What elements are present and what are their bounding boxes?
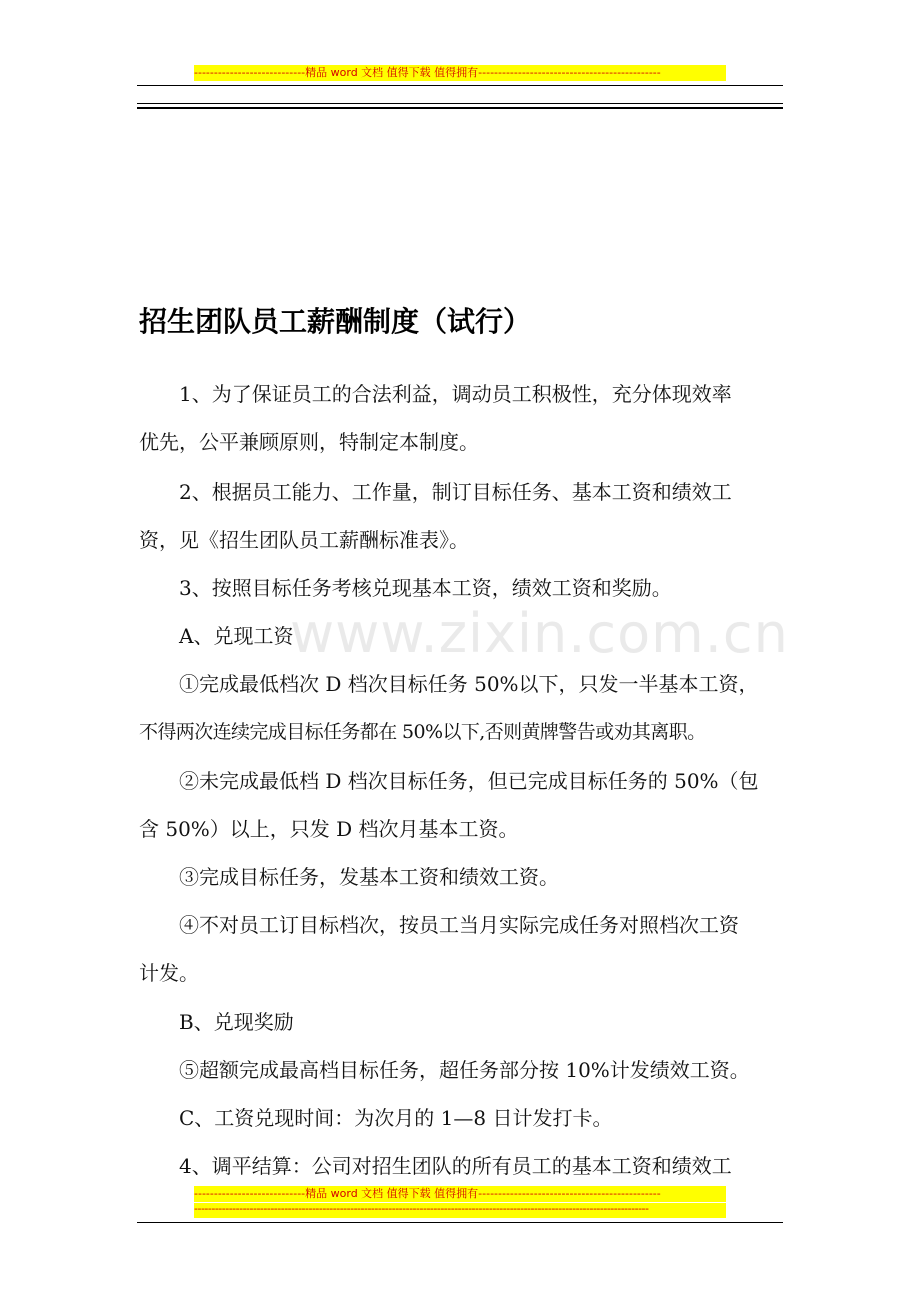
paragraph-2 bbox=[139, 468, 785, 516]
item-4 bbox=[139, 901, 785, 949]
item-1-line-1: ①完成最低档次 D 档次目标任务 50%以下，只发一半基本工资， bbox=[179, 672, 759, 696]
paragraph-1-continued bbox=[139, 418, 785, 466]
header-rule-double-upper bbox=[137, 103, 783, 104]
item-2 bbox=[139, 757, 785, 805]
watermark: www.zixin.com.cn bbox=[290, 602, 789, 665]
footer-banner-dashes: ----------------------------------------------------------------------------------------------------------------------------------- bbox=[194, 1203, 726, 1218]
paragraph-4-line-1: 4、调平结算：公司对招生团队的所有员工的基本工资和绩效工 bbox=[179, 1154, 732, 1178]
paragraph-2-line-2: 资，见《招生团队员工薪酬标准表》。 bbox=[139, 528, 469, 552]
header-rule-thin bbox=[137, 85, 783, 86]
section-b-heading bbox=[139, 998, 785, 1046]
item-2-line-1: ②未完成最低档 D 档次目标任务，但已完成目标任务的 50%（包 bbox=[179, 769, 759, 793]
paragraph-2-line-1: 2、根据员工能力、工作量，制订目标任务、基本工资和绩效工 bbox=[179, 480, 732, 504]
item-1-continued bbox=[139, 708, 785, 756]
paragraph-3 bbox=[139, 564, 785, 612]
item-4-continued bbox=[139, 949, 785, 997]
document-title: 招生团队员工薪酬制度（试行） bbox=[139, 305, 532, 338]
item-2-continued bbox=[139, 805, 785, 853]
header-rule-double-lower bbox=[137, 107, 783, 109]
item-1-line-2: 不得两次连续完成目标任务都在 50%以下,否则黄牌警告或劝其离职。 bbox=[139, 721, 706, 743]
paragraph-2-continued bbox=[139, 516, 785, 564]
section-a-label: A、兑现工资 bbox=[179, 624, 294, 648]
item-2-line-2: 含 50%）以上，只发 D 档次月基本工资。 bbox=[139, 817, 519, 841]
paragraph-3-line-1: 3、按照目标任务考核兑现基本工资，绩效工资和奖励。 bbox=[179, 576, 672, 600]
footer-rule bbox=[137, 1222, 783, 1223]
paragraph-1-line-2: 优先，公平兼顾原则，特制定本制度。 bbox=[139, 430, 479, 454]
section-a-heading bbox=[139, 612, 785, 660]
header-banner: ----------------------------精品 word 文档 值得下载 值得拥有---------------------------------------------- bbox=[194, 65, 726, 81]
item-3-line-1: ③完成目标任务，发基本工资和绩效工资。 bbox=[179, 865, 559, 889]
paragraph-1-line-1: 1、为了保证员工的合法利益，调动员工积极性，充分体现效率 bbox=[179, 382, 732, 406]
item-5-line-1: ⑤超额完成最高档目标任务，超任务部分按 10%计发绩效工资。 bbox=[179, 1058, 750, 1082]
item-3 bbox=[139, 853, 785, 901]
paragraph-1 bbox=[139, 370, 785, 418]
section-b-label: B、兑现奖励 bbox=[179, 1010, 294, 1034]
footer-banner: ----------------------------精品 word 文档 值得下载 值得拥有---------------------------------------------- bbox=[194, 1186, 726, 1202]
item-4-line-2: 计发。 bbox=[139, 961, 199, 985]
item-1 bbox=[139, 660, 785, 708]
paragraph-4 bbox=[139, 1142, 785, 1190]
item-5 bbox=[139, 1046, 785, 1094]
section-c-heading bbox=[139, 1094, 785, 1142]
item-4-line-1: ④不对员工订目标档次，按员工当月实际完成任务对照档次工资 bbox=[179, 913, 739, 937]
section-c-label: C、工资兑现时间：为次月的 1—8 日计发打卡。 bbox=[179, 1106, 613, 1130]
